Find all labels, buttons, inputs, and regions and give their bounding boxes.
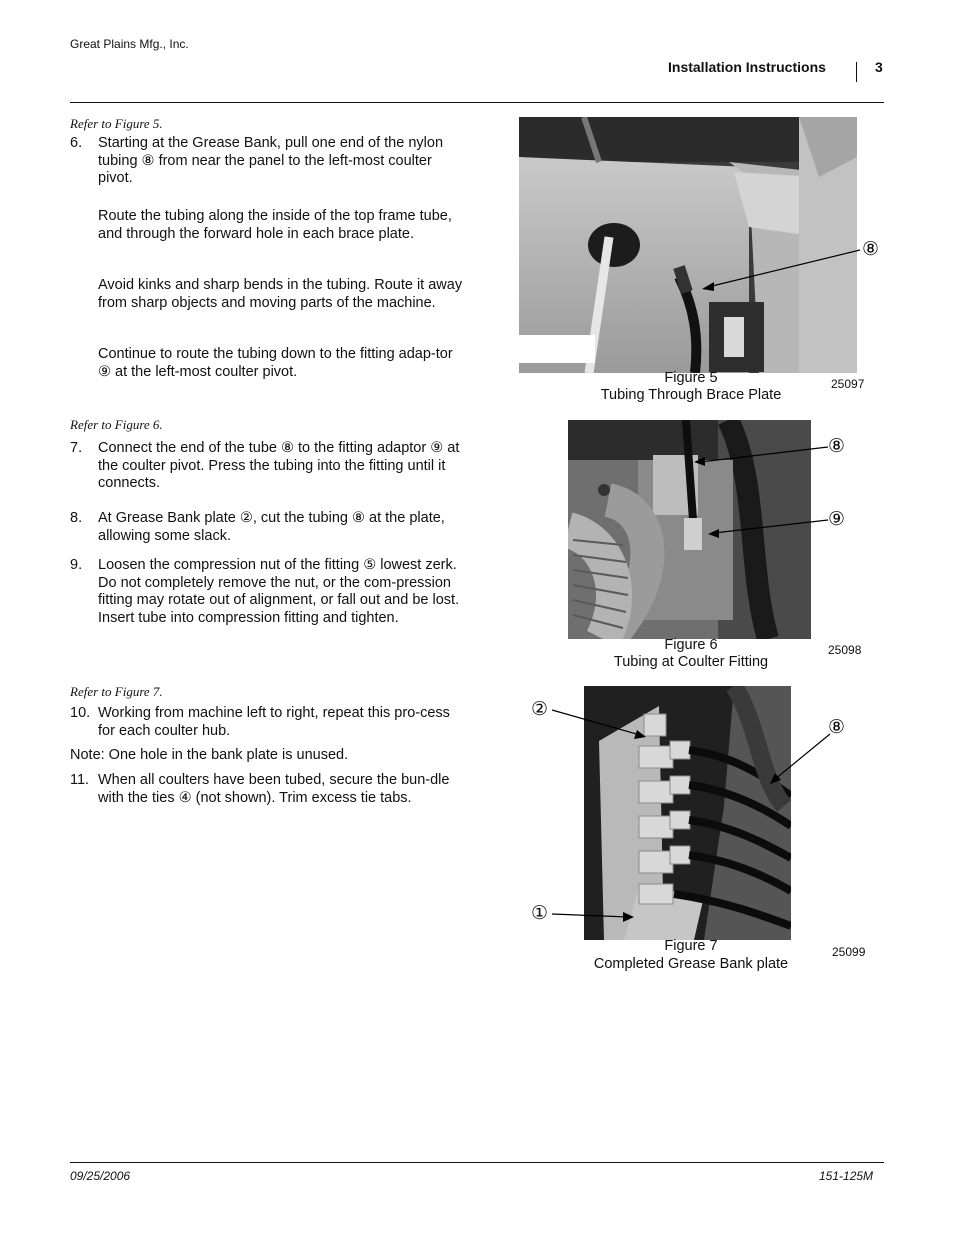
section-title: Installation Instructions <box>668 59 826 75</box>
step-number: 9. <box>70 557 83 573</box>
figure-5-number: 25097 <box>831 377 865 391</box>
figure-6-label: Figure 6 <box>664 637 718 653</box>
step-8 <box>70 510 470 545</box>
step-text: Loosen the compression nut of the fitting ⑤ lowest zerk. Do not completely remove the nut, or the com-pression fitting may rotate out of alignment, or fall out and be lost. Insert tube into compression fitting and tighten. <box>98 557 460 626</box>
refer-figure-6: Refer to Figure 6. <box>70 417 163 432</box>
figure-7-leader-lines <box>548 700 848 930</box>
step-9 <box>70 557 470 627</box>
callout-8: ⑧ <box>862 239 880 260</box>
header-divider <box>856 62 857 82</box>
figure-5-label: Figure 5 <box>664 370 718 386</box>
figure-7-label: Figure 7 <box>664 938 718 954</box>
step-6-paragraph-4: Continue to route the tubing down to the fitting adap-tor ⑨ at the left-most coulter pivot. <box>98 346 453 380</box>
footer-rule <box>70 1162 884 1163</box>
footer-date: 09/25/2006 <box>70 1169 131 1183</box>
figure-7-number: 25099 <box>832 945 866 959</box>
footer-doc-number: 151-125M <box>819 1169 874 1183</box>
step-number: 8. <box>70 510 83 526</box>
callout-2: ② <box>531 699 549 720</box>
figure-5-title: Tubing Through Brace Plate <box>600 387 782 403</box>
page-number: 3 <box>875 59 883 75</box>
figure-5-leader-lines <box>700 240 870 300</box>
step-6 <box>70 135 470 188</box>
step-text: Connect the end of the tube ⑧ to the fitting adaptor ⑨ at the coulter pivot. Press the tubing into the fitting until it connects. <box>98 440 460 491</box>
callout-8: ⑧ <box>828 436 846 457</box>
figure-6-leader-lines <box>690 440 830 540</box>
refer-figure-7: Refer to Figure 7. <box>70 684 163 699</box>
note-text: Note: One hole in the bank plate is unused. <box>70 747 349 763</box>
step-number: 11. <box>70 772 90 788</box>
step-text: Starting at the Grease Bank, pull one end of the nylon tubing ⑧ from near the panel to the left-most coulter pivot. <box>98 135 444 186</box>
step-text: When all coulters have been tubed, secure the bun-dle with the ties ④ (not shown). Trim excess tie tabs. <box>98 772 450 806</box>
step-7 <box>70 440 470 493</box>
figure-7-title: Completed Grease Bank plate <box>593 956 789 972</box>
step-11 <box>70 772 470 807</box>
company-name: Great Plains Mfg., Inc. <box>70 37 189 51</box>
step-number: 7. <box>70 440 83 456</box>
step-6-paragraph-2: Route the tubing along the inside of the top frame tube, and through the forward hole in each brace plate. <box>98 208 452 242</box>
refer-figure-5: Refer to Figure 5. <box>70 116 163 131</box>
callout-8: ⑧ <box>828 717 846 738</box>
header-rule <box>70 102 884 103</box>
step-6-paragraph-3: Avoid kinks and sharp bends in the tubing. Route it away from sharp objects and moving parts of the machine. <box>98 277 463 311</box>
figure-6-number: 25098 <box>828 643 862 657</box>
step-number: 10. <box>70 705 91 721</box>
step-number: 6. <box>70 135 83 151</box>
callout-9: ⑨ <box>828 509 846 530</box>
step-text: Working from machine left to right, repeat this pro-cess for each coulter hub. <box>98 705 450 739</box>
callout-1: ① <box>531 903 549 924</box>
step-text: At Grease Bank plate ②, cut the tubing ⑧ at the plate, allowing some slack. <box>98 510 445 544</box>
figure-6-title: Tubing at Coulter Fitting <box>613 654 769 670</box>
step-10 <box>70 705 470 740</box>
